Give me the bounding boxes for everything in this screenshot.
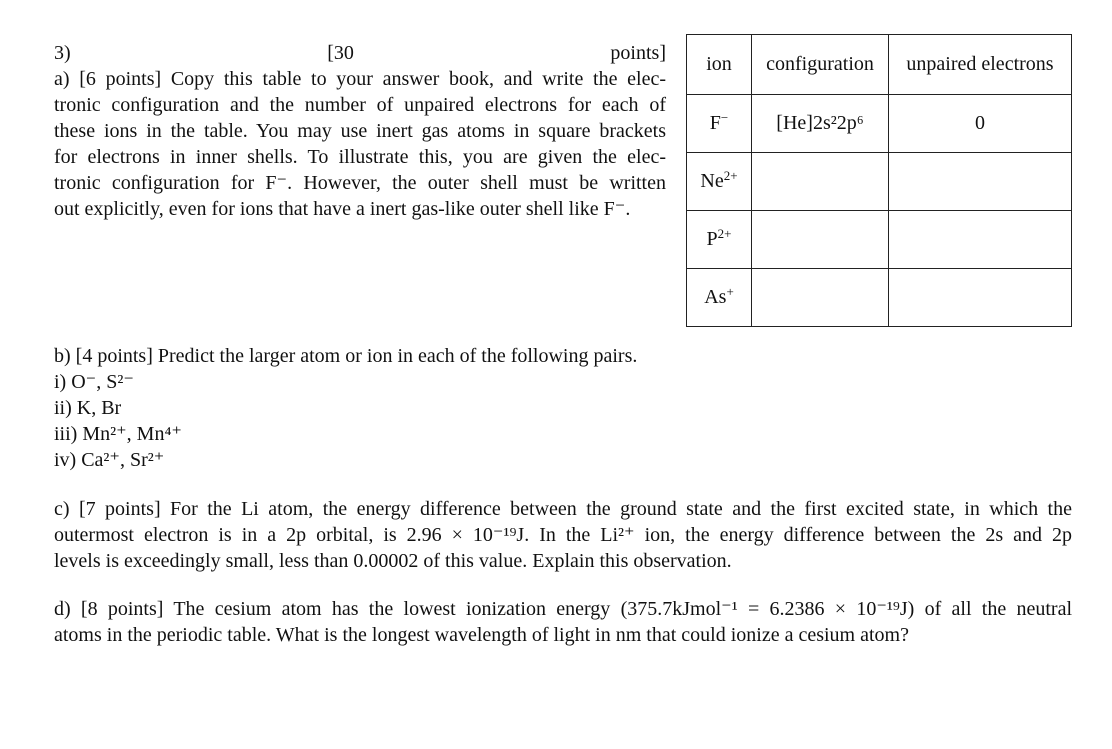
unpaired-cell <box>889 153 1072 211</box>
list-item: ii) K, Br <box>54 397 122 419</box>
unpaired-cell <box>889 269 1072 327</box>
list-item: i) O⁻, S²⁻ <box>54 371 134 393</box>
part-a-line-6: out explicitly, even for ions that have a inert gas-like outer shell like F⁻. <box>54 198 631 220</box>
unpaired-cell <box>889 211 1072 269</box>
part-d <box>54 596 1072 648</box>
part-c-line-1: c) [7 points] For the Li atom, the energy difference between the ground state and the first excited state, in which the <box>54 498 1072 520</box>
header-unpaired-electrons: unpaired electrons <box>889 35 1072 95</box>
ion-cell: F− <box>687 95 752 153</box>
list-item: iv) Ca²⁺, Sr²⁺ <box>54 449 165 471</box>
table-row <box>687 269 1072 327</box>
part-a-line-4: for electrons in inner shells. To illustrate this, you are given the elec- <box>54 146 666 168</box>
part-d-line-1: d) [8 points] The cesium atom has the lowest ionization energy (375.7kJmol⁻¹ = 6.2386 × 10⁻¹⁹J) of all the neutral <box>54 598 1072 620</box>
table-row <box>687 95 1072 153</box>
table-header-row <box>687 35 1072 95</box>
ion-cell: $P^{2+}$ <box>687 211 752 269</box>
table-row <box>687 211 1072 269</box>
ion-cell: $Ne^{2+}$ <box>687 153 752 211</box>
part-b <box>54 343 637 473</box>
configuration-cell <box>752 153 889 211</box>
part-a-line-1: a) [6 points] Copy this table to your answer book, and write the elec- <box>54 68 666 90</box>
list-item: iii) Mn²⁺, Mn⁴⁺ <box>54 423 182 445</box>
part-d-line-2: atoms in the periodic table. What is the longest wavelength of light in nm that could ionize a cesium atom? <box>54 624 909 646</box>
configuration-cell <box>752 269 889 327</box>
header-ion: ion <box>687 35 752 95</box>
unpaired-cell: 0 <box>889 95 1072 153</box>
header-configuration: configuration <box>752 35 889 95</box>
part-a-line-3: these ions in the table. You may use inert gas atoms in square brackets <box>54 120 666 142</box>
configuration-cell <box>752 211 889 269</box>
part-c-line-3: levels is exceedingly small, less than 0.00002 of this value. Explain this observation. <box>54 550 732 572</box>
question-3a-text <box>54 40 666 222</box>
part-a-line-2: tronic configuration and the number of unpaired electrons for each of <box>54 94 666 116</box>
part-c <box>54 496 1072 574</box>
part-c-line-2: outermost electron is in a 2p orbital, is 2.96 × 10⁻¹⁹J. In the Li²⁺ ion, the energy difference between the 2s and 2p <box>54 524 1072 546</box>
part-b-title: b) [4 points] Predict the larger atom or ion in each of the following pairs. <box>54 345 638 367</box>
ion-configuration-table <box>686 34 1072 327</box>
part-a-line-5: tronic configuration for F⁻. However, the outer shell must be written <box>54 172 666 194</box>
table-row <box>687 153 1072 211</box>
ion-cell: As+ <box>687 269 752 327</box>
configuration-cell: [He]2s²2p⁶ <box>752 95 889 153</box>
question-3-header: 3) [30 points] <box>54 42 666 64</box>
